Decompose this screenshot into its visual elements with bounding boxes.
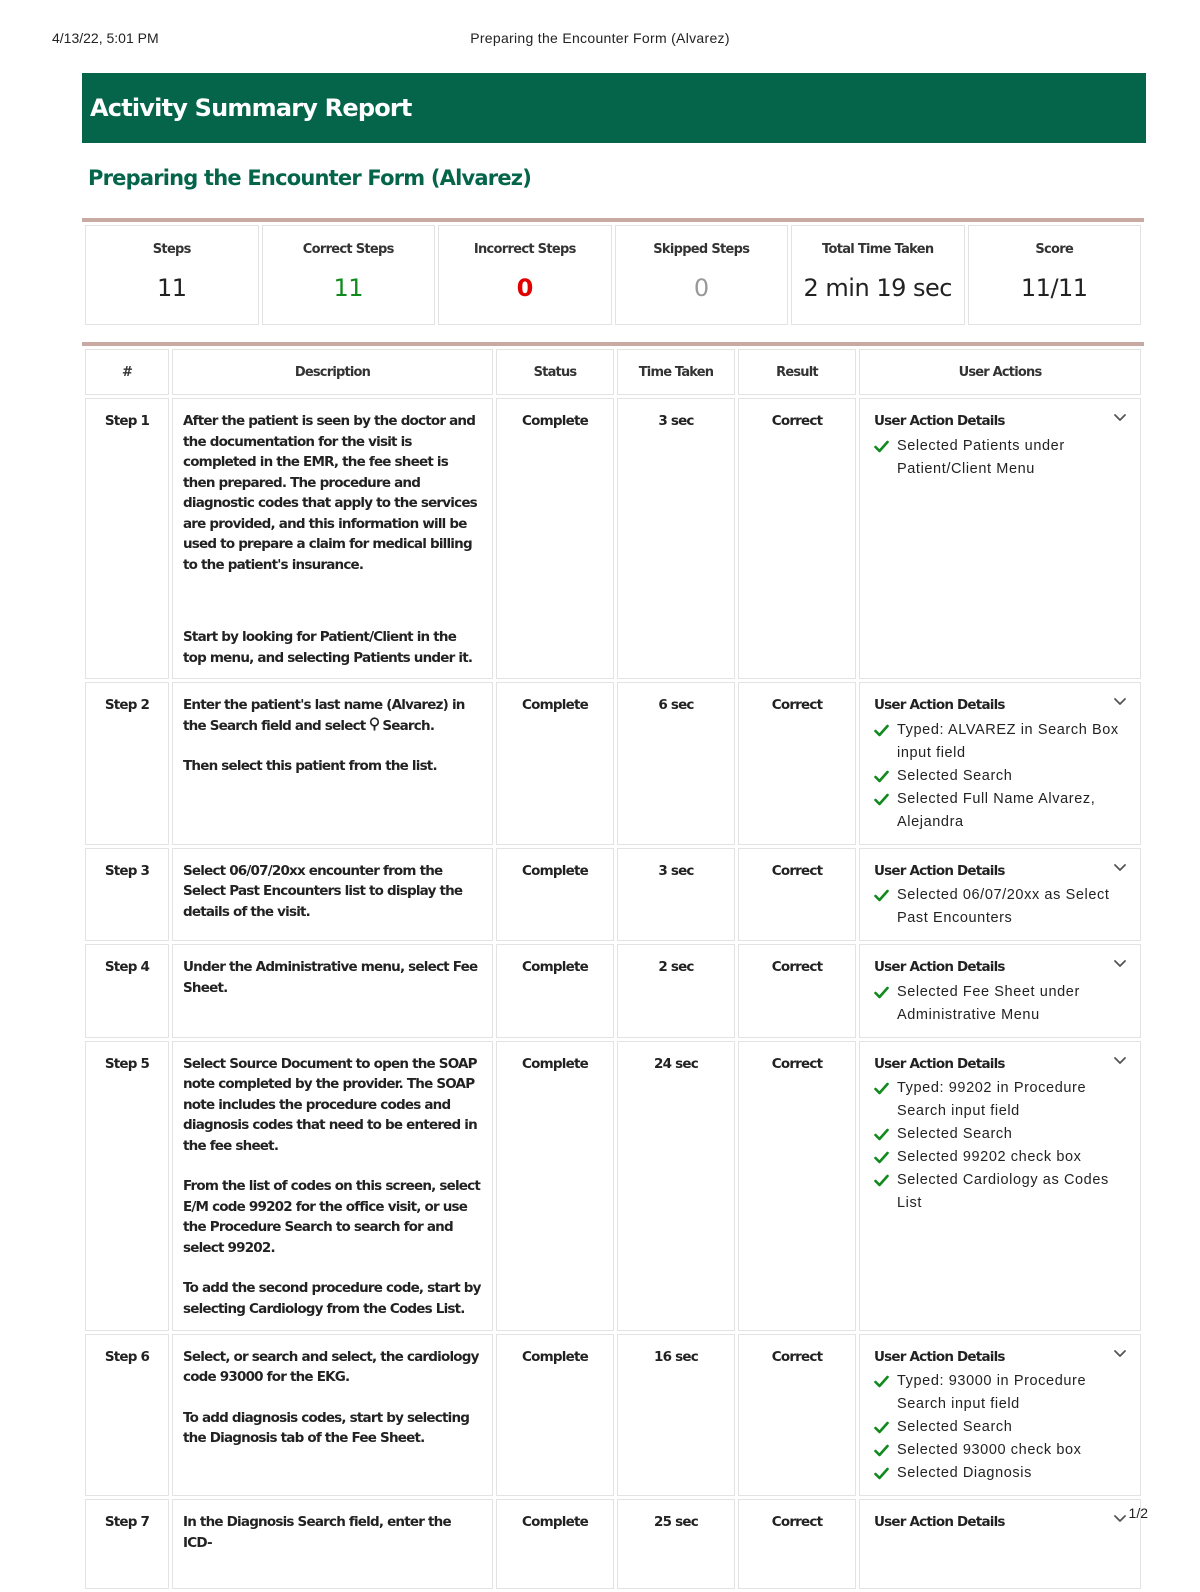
step-time: 3 sec [617,398,735,679]
col-header-status: Status [496,349,614,395]
action-list [874,435,1130,481]
action-list [874,1077,1130,1215]
check-icon [874,889,889,902]
desc-text: in the top menu, and selecting [183,629,457,666]
action-text: Selected 06/07/20xx as Select Past Encounters [897,887,1110,926]
desc-text: menu, select [356,959,453,975]
summary-score [968,225,1142,325]
chevron-down-icon[interactable] [1112,955,1128,971]
summary-value: 11 [156,274,187,302]
desc-text: Under the [183,959,256,975]
check-icon [874,1444,889,1457]
desc-emphasis: Administrative [255,959,357,975]
check-icon [874,440,889,453]
step-time: 24 sec [617,1041,735,1331]
summary-value: 2 min 19 sec [803,274,952,302]
table-row [85,682,1141,845]
action-text: Typed: ALVAREZ in Search Box input field [897,721,1119,761]
summary-skipped-steps [615,225,789,325]
step-result: Correct [738,1334,856,1497]
list-item [874,884,1130,930]
step-status: Complete [496,944,614,1038]
table-row [85,944,1141,1038]
table-row [85,1334,1141,1497]
step-label: Step 7 [85,1499,169,1589]
desc-emphasis: Cardiology [249,1300,323,1317]
summary-label: Skipped Steps [653,242,750,257]
check-icon [874,986,889,999]
desc-paragraph [183,627,482,668]
step-actions [859,1499,1141,1589]
step-description [172,682,493,845]
step-label: Step 6 [85,1334,169,1497]
step-description [172,1499,493,1589]
desc-emphasis: Search [382,717,430,734]
table-row [85,848,1141,942]
action-details-label: User Action Details [874,697,1005,713]
check-icon [874,793,889,806]
action-text: Selected Diagnosis [897,1465,1032,1481]
summary-value: 0 [516,274,533,302]
action-details-label: User Action Details [874,1348,1005,1365]
step-actions [859,848,1141,942]
desc-text: to open the SOAP note completed by the provider. The SOAP note includes the procedure codes and diagnosis codes that need to be entered in the fee sheet. [183,1055,477,1154]
step-description [172,398,493,679]
activity-title: Preparing the Encounter Form (Alvarez) [88,166,532,190]
desc-text: from the Codes List. [322,1300,465,1317]
print-header [52,30,1148,50]
step-actions [859,944,1141,1038]
desc-paragraph [183,1176,482,1258]
table-row [85,1499,1141,1589]
list-item [874,788,1130,834]
desc-text: Enter the patient's last name ( [183,697,392,713]
action-list [874,981,1130,1027]
step-label: Step 1 [85,398,169,679]
summary-correct-steps [262,225,436,325]
col-header-time: Time Taken [617,349,735,395]
desc-paragraph [183,695,482,736]
step-status: Complete [496,1499,614,1589]
action-text: Selected Search [897,1419,1013,1435]
desc-paragraph: After the patient is seen by the doctor and the documentation for the visit is completed in the EMR, the fee sheet is then prepared. The procedure and diagnostic codes that apply to the services are provided, and this information will be used to prepare a claim for medical billing to the patient's insurance. [183,413,477,573]
summary-label: Score [1035,242,1074,257]
chevron-down-icon[interactable] [1112,1510,1128,1526]
step-status: Complete [496,848,614,942]
chevron-down-icon[interactable] [1112,1345,1128,1361]
action-details-label: User Action Details [874,413,1005,429]
desc-text: tab of the Fee Sheet. [276,1430,425,1446]
list-item [874,719,1130,765]
step-description [172,848,493,942]
step-actions [859,1334,1141,1497]
action-text: Selected Patients under Patient/Client Menu [897,437,1065,477]
action-text: Selected Fee Sheet under Administrative Menu [897,983,1080,1023]
step-status: Complete [496,1041,614,1331]
action-details-label: User Action Details [874,959,1005,975]
desc-text: under it. [409,649,473,666]
summary-label: Correct Steps [302,242,394,257]
step-time: 3 sec [617,848,735,942]
desc-emphasis: 99202 [248,1198,292,1215]
desc-text: Select [183,862,230,879]
desc-paragraph: Then select this patient from the list. [183,758,437,774]
desc-emphasis: Patients [353,649,410,666]
summary-label: Total Time Taken [822,242,934,257]
step-description [172,1041,493,1331]
list-item [874,1439,1130,1462]
step-status: Complete [496,398,614,679]
desc-text: Select, or search and select, the cardiology code [183,1348,479,1385]
list-item [874,1462,1130,1485]
step-time: 6 sec [617,682,735,845]
action-list [874,719,1130,834]
step-status: Complete [496,1334,614,1497]
desc-paragraph [183,1278,482,1319]
action-text: Typed: 93000 in Procedure Search input field [897,1373,1087,1412]
step-result: Correct [738,1041,856,1331]
col-header-number: # [85,349,169,395]
action-text: Selected 99202 check box [897,1149,1082,1165]
step-status: Complete [496,682,614,845]
table-row [85,398,1141,679]
desc-text: To add the second procedure code, start by selecting [183,1280,481,1317]
step-result: Correct [738,682,856,845]
step-actions [859,398,1141,679]
check-icon [874,1421,889,1434]
step-description [172,944,493,1038]
summary-panel [82,218,1144,328]
check-icon [874,770,889,783]
summary-value: 0 [693,274,709,302]
chevron-down-icon[interactable] [1112,1052,1128,1068]
desc-emphasis: Source Document [229,1055,352,1072]
step-label: Step 2 [85,682,169,845]
list-item [874,1123,1130,1146]
desc-text: to search for and select [183,1219,453,1256]
action-text: Selected Search [897,1126,1013,1142]
desc-text: encounter from the Select Past Encounters list to display the details of the visit. [183,862,463,920]
desc-emphasis: 93000 [219,1369,263,1385]
summary-label: Incorrect Steps [473,242,576,257]
print-doc-title: Preparing the Encounter Form (Alvarez) [470,30,730,46]
step-result: Correct [738,944,856,1038]
step-time: 25 sec [617,1499,735,1589]
step-actions [859,1041,1141,1331]
step-description [172,1334,493,1497]
desc-text: Start by looking for [183,629,320,645]
desc-text: . [270,1239,275,1256]
action-details-toggle[interactable] [874,1054,1130,1075]
step-label: Step 4 [85,944,169,1038]
check-icon [874,1128,889,1141]
step-actions [859,682,1141,845]
step-label: Step 3 [85,848,169,942]
table-row [85,1041,1141,1331]
step-result: Correct [738,848,856,942]
action-details-toggle[interactable] [874,695,1130,716]
desc-emphasis: Procedure Search [209,1219,332,1235]
desc-text: for the EKG. [262,1369,350,1385]
list-item [874,765,1130,788]
action-details-toggle[interactable] [874,411,1130,432]
desc-emphasis: Patient/Client [319,629,413,645]
summary-table [82,222,1144,328]
desc-paragraph [183,957,482,998]
step-label: Step 5 [85,1041,169,1331]
summary-total-time [791,225,965,325]
report-banner: Activity Summary Report [82,73,1146,143]
list-item [874,1370,1130,1416]
desc-text: . [223,979,228,996]
chevron-down-icon[interactable] [1112,693,1128,709]
check-icon [874,1467,889,1480]
chevron-down-icon[interactable] [1112,859,1128,875]
desc-text: . [429,717,435,734]
list-item [874,1169,1130,1215]
desc-paragraph [183,1408,482,1449]
list-item [874,1077,1130,1123]
summary-incorrect-steps [438,225,612,325]
check-icon [874,1151,889,1164]
desc-text: To add diagnosis codes, start by selecting the [183,1409,470,1446]
action-list [874,1370,1130,1485]
list-item [874,1146,1130,1169]
desc-emphasis: Alvarez [391,697,443,713]
action-details-toggle[interactable] [874,861,1130,882]
action-details-toggle[interactable] [874,1347,1130,1368]
desc-paragraph [183,1347,482,1388]
page-number: 1/2 [1128,1505,1148,1521]
desc-emphasis: 06/07/20xx [229,862,305,879]
steps-header-row [85,349,1141,395]
action-list [874,884,1130,930]
step-result: Correct [738,398,856,679]
step-time: 2 sec [617,944,735,1038]
desc-emphasis: 99202 [227,1239,271,1256]
desc-text: for the office visit, or use the [183,1198,468,1235]
desc-text: From the list of codes on this screen, select E/M code [183,1178,480,1215]
list-item [874,1416,1130,1439]
desc-text: ) in the Search field and select [183,697,465,734]
summary-value: 11/11 [1020,274,1088,302]
desc-paragraph [183,1054,482,1157]
summary-steps [85,225,259,325]
action-details-label: User Action Details [874,1055,1005,1072]
action-text: Selected Search [897,767,1013,784]
check-icon [874,1375,889,1388]
action-text: Selected Cardiology as Codes List [897,1172,1109,1211]
print-datetime: 4/13/22, 5:01 PM [52,30,159,46]
list-item [874,435,1130,481]
summary-value: 11 [333,274,364,302]
list-item [874,981,1130,1027]
action-text: Selected Full Name Alvarez, Alejandra [897,790,1096,830]
chevron-down-icon[interactable] [1112,409,1128,425]
action-details-label: User Action Details [874,1514,1005,1530]
desc-emphasis: Fee Sheet [183,959,478,996]
action-text: Typed: 99202 in Procedure Search input field [897,1080,1087,1119]
step-result: Correct [738,1499,856,1589]
action-details-toggle[interactable] [874,1512,1130,1533]
desc-paragraph: In the Diagnosis Search field, enter the ICD- [183,1514,451,1551]
action-text: Selected 93000 check box [897,1442,1082,1458]
desc-paragraph [183,861,482,923]
desc-emphasis: Diagnosis [209,1430,277,1446]
col-header-actions: User Actions [859,349,1141,395]
step-time: 16 sec [617,1334,735,1497]
col-header-description: Description [172,349,493,395]
steps-table [82,346,1144,1592]
desc-text: Select [183,1055,230,1072]
col-header-result: Result [738,349,856,395]
check-icon [874,724,889,737]
action-details-toggle[interactable] [874,957,1130,978]
check-icon [874,1082,889,1095]
action-details-label: User Action Details [874,862,1005,879]
summary-label: Steps [152,242,191,257]
search-icon [369,717,380,731]
check-icon [874,1174,889,1187]
